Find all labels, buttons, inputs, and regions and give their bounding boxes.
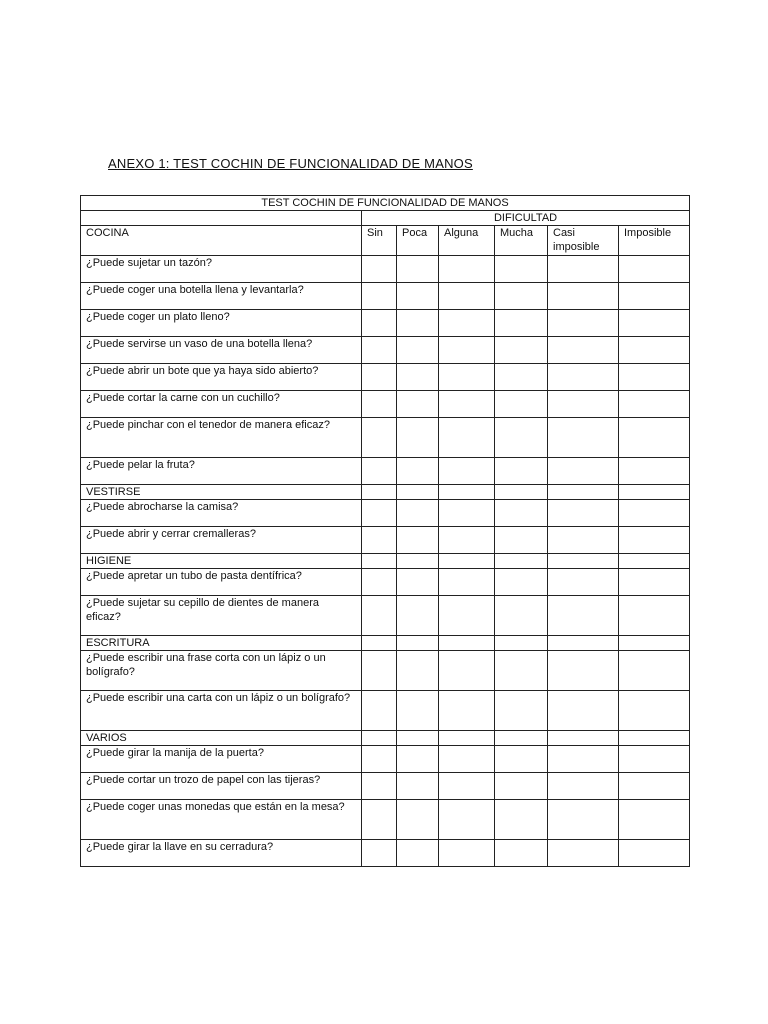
answer-cell-alguna[interactable] (439, 651, 495, 691)
question-row (81, 569, 690, 596)
answer-cell-imposible[interactable] (619, 569, 690, 596)
answer-cell-mucha[interactable] (495, 418, 548, 458)
answer-cell-poca[interactable] (397, 746, 439, 773)
answer-cell-alguna[interactable] (439, 569, 495, 596)
answer-cell-casi-imposible[interactable] (548, 773, 619, 800)
section-empty-cell (619, 636, 690, 651)
question-text: ¿Puede coger un plato lleno? (81, 310, 362, 337)
answer-cell-imposible[interactable] (619, 458, 690, 485)
table-title: TEST COCHIN DE FUNCIONALIDAD DE MANOS (81, 196, 690, 211)
answer-cell-casi-imposible[interactable] (548, 256, 619, 283)
answer-cell-casi-imposible[interactable] (548, 283, 619, 310)
question-row (81, 418, 690, 458)
section-label-escritura: ESCRITURA (81, 636, 362, 651)
answer-cell-sin[interactable] (362, 364, 397, 391)
answer-cell-imposible[interactable] (619, 691, 690, 731)
question-row (81, 283, 690, 310)
answer-cell-poca[interactable] (397, 364, 439, 391)
answer-cell-mucha[interactable] (495, 596, 548, 636)
answer-cell-alguna[interactable] (439, 337, 495, 364)
question-text: ¿Puede abrir un bote que ya haya sido abierto? (81, 364, 362, 391)
question-row (81, 256, 690, 283)
section-empty-cell (548, 731, 619, 746)
answer-cell-mucha[interactable] (495, 256, 548, 283)
answer-cell-poca[interactable] (397, 773, 439, 800)
question-row (81, 500, 690, 527)
cochin-test-table (80, 195, 690, 867)
answer-cell-sin[interactable] (362, 337, 397, 364)
answer-cell-mucha[interactable] (495, 691, 548, 731)
answer-cell-imposible[interactable] (619, 337, 690, 364)
answer-cell-sin[interactable] (362, 773, 397, 800)
answer-cell-casi-imposible[interactable] (548, 391, 619, 418)
answer-cell-imposible[interactable] (619, 500, 690, 527)
answer-cell-poca[interactable] (397, 283, 439, 310)
section-empty-cell (495, 636, 548, 651)
question-row (81, 691, 690, 731)
section-label-varios: VARIOS (81, 731, 362, 746)
question-row (81, 458, 690, 485)
question-row (81, 337, 690, 364)
section-empty-cell (397, 731, 439, 746)
answer-cell-imposible[interactable] (619, 746, 690, 773)
answer-cell-sin[interactable] (362, 500, 397, 527)
question-text: ¿Puede girar la manija de la puerta? (81, 746, 362, 773)
question-text: ¿Puede pinchar con el tenedor de manera eficaz? (81, 418, 362, 458)
answer-cell-poca[interactable] (397, 310, 439, 337)
answer-cell-poca[interactable] (397, 800, 439, 840)
difficulty-header-row (81, 211, 690, 226)
annex-title: ANEXO 1: TEST COCHIN DE FUNCIONALIDAD DE MANOS (108, 156, 473, 171)
section-row (81, 554, 690, 569)
answer-cell-poca[interactable] (397, 840, 439, 867)
answer-cell-alguna[interactable] (439, 691, 495, 731)
section-empty-cell (439, 636, 495, 651)
question-text: ¿Puede girar la llave en su cerradura? (81, 840, 362, 867)
section-label-higiene: HIGIENE (81, 554, 362, 569)
answer-cell-casi-imposible[interactable] (548, 691, 619, 731)
answer-cell-imposible[interactable] (619, 527, 690, 554)
section-empty-cell (495, 731, 548, 746)
question-row (81, 364, 690, 391)
section-empty-cell (362, 485, 397, 500)
section-empty-cell (439, 731, 495, 746)
answer-cell-poca[interactable] (397, 256, 439, 283)
question-text: ¿Puede cortar la carne con un cuchillo? (81, 391, 362, 418)
section-label-vestirse: VESTIRSE (81, 485, 362, 500)
answer-cell-casi-imposible[interactable] (548, 310, 619, 337)
answer-cell-poca[interactable] (397, 418, 439, 458)
answer-cell-poca[interactable] (397, 691, 439, 731)
answer-cell-sin[interactable] (362, 256, 397, 283)
section-row (81, 636, 690, 651)
answer-cell-alguna[interactable] (439, 527, 495, 554)
section-empty-cell (495, 554, 548, 569)
category-cocina: COCINA (81, 226, 362, 256)
answer-cell-imposible[interactable] (619, 310, 690, 337)
answer-cell-alguna[interactable] (439, 800, 495, 840)
question-text: ¿Puede sujetar su cepillo de dientes de manera eficaz? (81, 596, 362, 636)
answer-cell-imposible[interactable] (619, 800, 690, 840)
empty-cell (81, 211, 362, 226)
answer-cell-poca[interactable] (397, 337, 439, 364)
answer-cell-poca[interactable] (397, 569, 439, 596)
question-row (81, 391, 690, 418)
difficulty-header: DIFICULTAD (362, 211, 690, 226)
section-row (81, 485, 690, 500)
question-row (81, 596, 690, 636)
question-row (81, 800, 690, 840)
answer-cell-alguna[interactable] (439, 418, 495, 458)
answer-cell-casi-imposible[interactable] (548, 364, 619, 391)
answer-cell-sin[interactable] (362, 651, 397, 691)
answer-cell-sin[interactable] (362, 527, 397, 554)
question-text: ¿Puede pelar la fruta? (81, 458, 362, 485)
answer-cell-mucha[interactable] (495, 651, 548, 691)
answer-cell-poca[interactable] (397, 527, 439, 554)
column-header-row (81, 226, 690, 256)
answer-cell-casi-imposible[interactable] (548, 418, 619, 458)
answer-cell-casi-imposible[interactable] (548, 596, 619, 636)
section-empty-cell (362, 554, 397, 569)
answer-cell-casi-imposible[interactable] (548, 569, 619, 596)
question-text: ¿Puede cortar un trozo de papel con las tijeras? (81, 773, 362, 800)
answer-cell-sin[interactable] (362, 800, 397, 840)
column-header-casi-imposible: Casi imposible (548, 226, 619, 256)
answer-cell-mucha[interactable] (495, 800, 548, 840)
section-empty-cell (397, 554, 439, 569)
question-row (81, 746, 690, 773)
column-header-alguna: Alguna (439, 226, 495, 256)
answer-cell-mucha[interactable] (495, 364, 548, 391)
column-header-mucha: Mucha (495, 226, 548, 256)
answer-cell-mucha[interactable] (495, 527, 548, 554)
answer-cell-mucha[interactable] (495, 773, 548, 800)
answer-cell-casi-imposible[interactable] (548, 500, 619, 527)
section-empty-cell (362, 636, 397, 651)
answer-cell-casi-imposible[interactable] (548, 337, 619, 364)
answer-cell-alguna[interactable] (439, 391, 495, 418)
answer-cell-alguna[interactable] (439, 500, 495, 527)
answer-cell-imposible[interactable] (619, 418, 690, 458)
section-empty-cell (548, 636, 619, 651)
answer-cell-imposible[interactable] (619, 840, 690, 867)
question-text: ¿Puede escribir una carta con un lápiz o un bolígrafo? (81, 691, 362, 731)
section-empty-cell (548, 485, 619, 500)
column-header-imposible: Imposible (619, 226, 690, 256)
answer-cell-imposible[interactable] (619, 596, 690, 636)
answer-cell-sin[interactable] (362, 391, 397, 418)
section-empty-cell (397, 636, 439, 651)
question-row (81, 840, 690, 867)
section-empty-cell (619, 731, 690, 746)
section-empty-cell (439, 485, 495, 500)
answer-cell-casi-imposible[interactable] (548, 651, 619, 691)
answer-cell-mucha[interactable] (495, 500, 548, 527)
answer-cell-alguna[interactable] (439, 256, 495, 283)
column-header-poca: Poca (397, 226, 439, 256)
answer-cell-sin[interactable] (362, 596, 397, 636)
question-row (81, 527, 690, 554)
question-text: ¿Puede apretar un tubo de pasta dentífrica? (81, 569, 362, 596)
answer-cell-mucha[interactable] (495, 391, 548, 418)
answer-cell-casi-imposible[interactable] (548, 527, 619, 554)
section-empty-cell (619, 554, 690, 569)
answer-cell-imposible[interactable] (619, 283, 690, 310)
answer-cell-poca[interactable] (397, 596, 439, 636)
section-empty-cell (362, 731, 397, 746)
answer-cell-mucha[interactable] (495, 310, 548, 337)
section-row (81, 731, 690, 746)
answer-cell-imposible[interactable] (619, 391, 690, 418)
answer-cell-sin[interactable] (362, 458, 397, 485)
section-empty-cell (548, 554, 619, 569)
answer-cell-mucha[interactable] (495, 337, 548, 364)
answer-cell-mucha[interactable] (495, 283, 548, 310)
answer-cell-sin[interactable] (362, 418, 397, 458)
answer-cell-imposible[interactable] (619, 256, 690, 283)
question-text: ¿Puede coger unas monedas que están en la mesa? (81, 800, 362, 840)
section-empty-cell (439, 554, 495, 569)
section-empty-cell (495, 485, 548, 500)
answer-cell-casi-imposible[interactable] (548, 458, 619, 485)
answer-cell-sin[interactable] (362, 691, 397, 731)
answer-cell-poca[interactable] (397, 391, 439, 418)
answer-cell-mucha[interactable] (495, 746, 548, 773)
question-text: ¿Puede sujetar un tazón? (81, 256, 362, 283)
answer-cell-alguna[interactable] (439, 310, 495, 337)
answer-cell-alguna[interactable] (439, 773, 495, 800)
answer-cell-imposible[interactable] (619, 773, 690, 800)
answer-cell-alguna[interactable] (439, 458, 495, 485)
answer-cell-sin[interactable] (362, 840, 397, 867)
answer-cell-casi-imposible[interactable] (548, 800, 619, 840)
column-header-sin: Sin (362, 226, 397, 256)
answer-cell-mucha[interactable] (495, 840, 548, 867)
answer-cell-alguna[interactable] (439, 283, 495, 310)
answer-cell-alguna[interactable] (439, 840, 495, 867)
question-text: ¿Puede servirse un vaso de una botella llena? (81, 337, 362, 364)
answer-cell-mucha[interactable] (495, 569, 548, 596)
answer-cell-sin[interactable] (362, 569, 397, 596)
table-title-row (81, 196, 690, 211)
answer-cell-poca[interactable] (397, 651, 439, 691)
answer-cell-mucha[interactable] (495, 458, 548, 485)
question-text: ¿Puede abrocharse la camisa? (81, 500, 362, 527)
answer-cell-alguna[interactable] (439, 746, 495, 773)
answer-cell-imposible[interactable] (619, 651, 690, 691)
answer-cell-poca[interactable] (397, 458, 439, 485)
question-text: ¿Puede escribir una frase corta con un lápiz o un bolígrafo? (81, 651, 362, 691)
answer-cell-alguna[interactable] (439, 596, 495, 636)
section-empty-cell (619, 485, 690, 500)
answer-cell-sin[interactable] (362, 310, 397, 337)
question-row (81, 310, 690, 337)
question-row (81, 773, 690, 800)
answer-cell-sin[interactable] (362, 746, 397, 773)
question-text: ¿Puede abrir y cerrar cremalleras? (81, 527, 362, 554)
answer-cell-sin[interactable] (362, 283, 397, 310)
question-row (81, 651, 690, 691)
answer-cell-poca[interactable] (397, 500, 439, 527)
answer-cell-casi-imposible[interactable] (548, 746, 619, 773)
answer-cell-casi-imposible[interactable] (548, 840, 619, 867)
answer-cell-imposible[interactable] (619, 364, 690, 391)
question-text: ¿Puede coger una botella llena y levantarla? (81, 283, 362, 310)
section-empty-cell (397, 485, 439, 500)
answer-cell-alguna[interactable] (439, 364, 495, 391)
